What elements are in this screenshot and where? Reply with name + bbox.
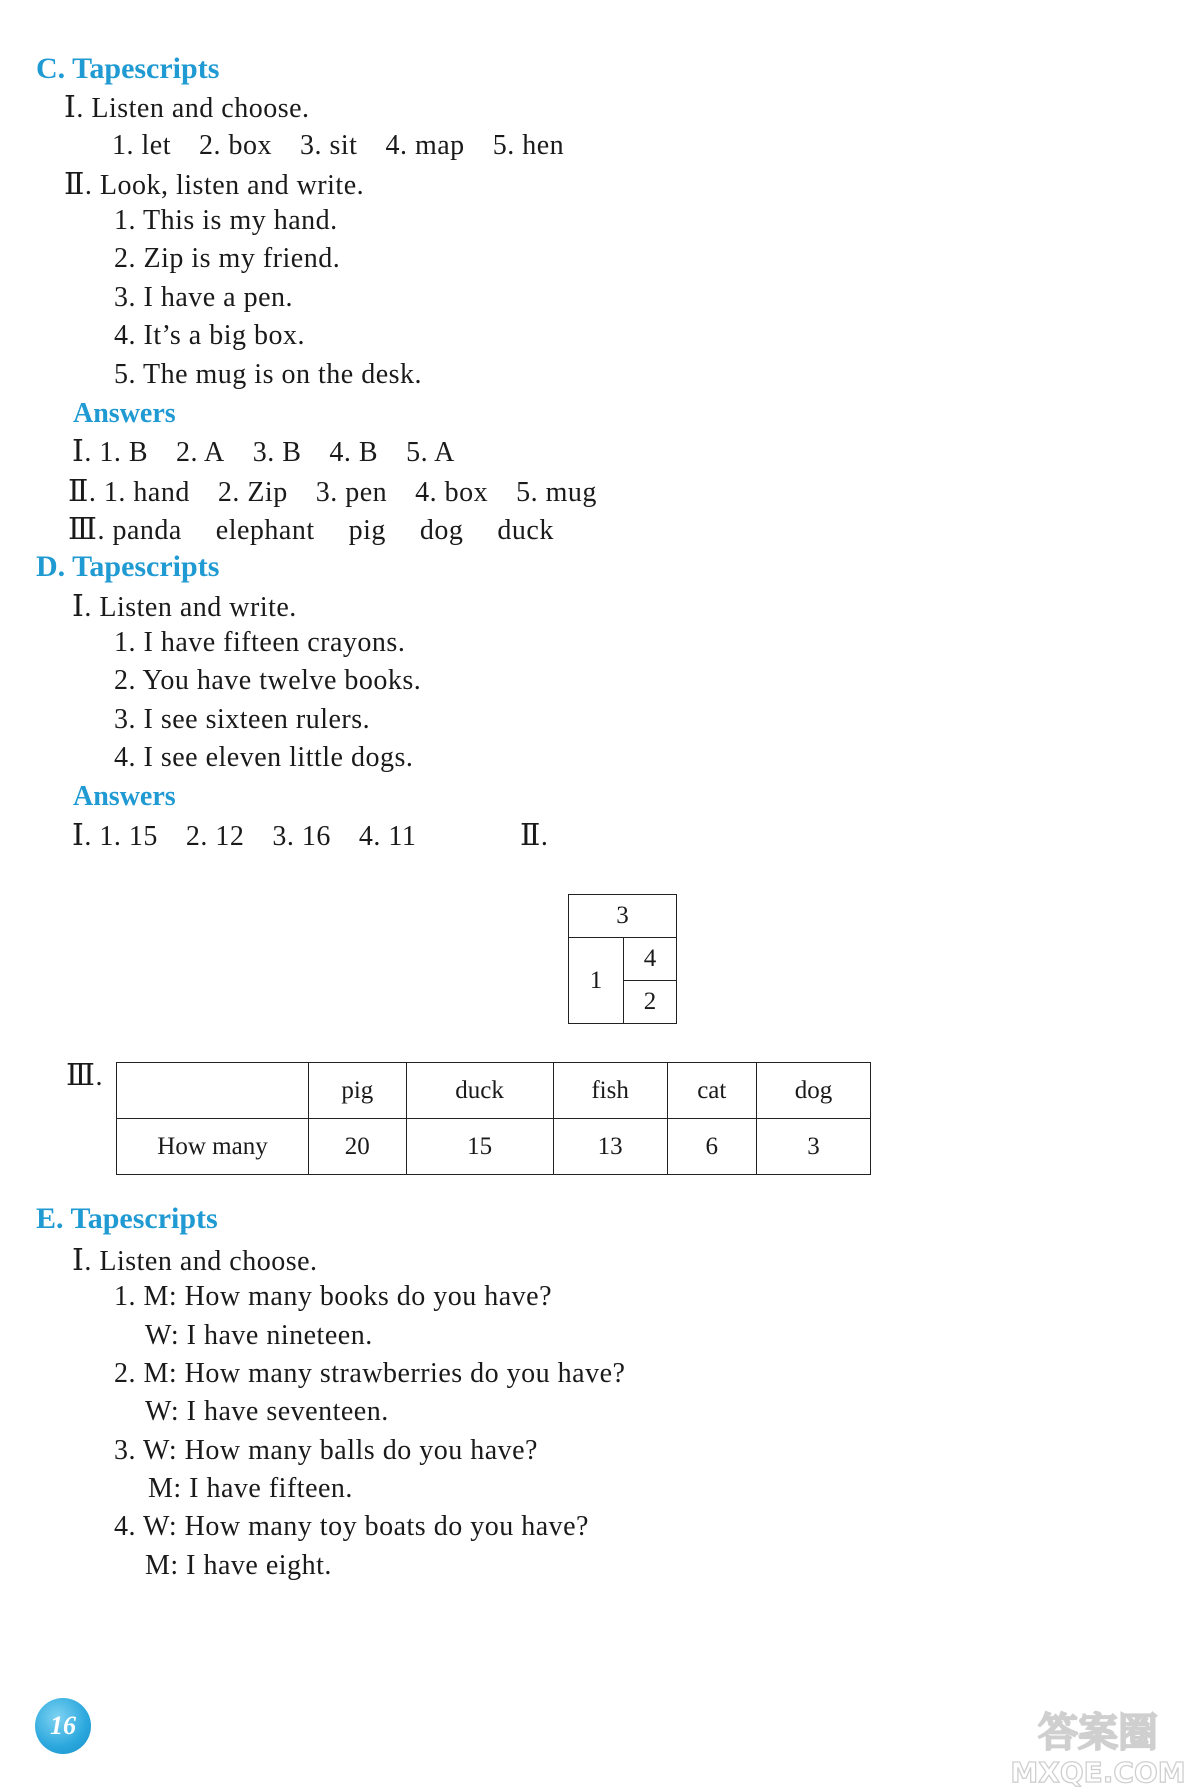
word-item: 2. box <box>199 130 272 161</box>
answer-line <box>68 512 554 547</box>
dialogue-line: 2. M: How many strawberries do you have? <box>114 1358 626 1389</box>
word-item: 4. map <box>385 130 465 161</box>
word-item: 3. sit <box>300 130 358 161</box>
dialogue-line: 3. W: How many balls do you have? <box>114 1435 538 1466</box>
roman-numeral: Ⅰ <box>72 590 85 623</box>
table-header-cell <box>117 1063 309 1119</box>
table-header-cell: duck <box>406 1063 553 1119</box>
answer-item: 3. pen <box>315 477 388 508</box>
answer-item: 4. 11 <box>358 821 417 852</box>
watermark-logo <box>1002 1702 1192 1788</box>
answer2-label <box>520 818 548 853</box>
page-number: 16 <box>50 1711 76 1740</box>
answers-heading: Answers <box>73 398 176 429</box>
section-d-heading: D. Tapescripts <box>36 550 220 583</box>
script-line: 2. You have twelve books. <box>114 665 422 696</box>
answer2-grid <box>568 894 677 1024</box>
word-item: 5. hen <box>492 130 565 161</box>
roman-numeral: Ⅰ <box>64 91 77 124</box>
answer-item: elephant <box>215 515 315 546</box>
c-part2-title <box>64 167 364 202</box>
c-part1-words <box>112 130 564 162</box>
answer-item: 3. 16 <box>272 821 331 852</box>
table-row-label: How many <box>117 1119 309 1175</box>
table-cell: 6 <box>667 1119 756 1175</box>
roman-numeral: Ⅲ <box>66 1059 96 1092</box>
answer-item: 2. Zip <box>217 477 288 508</box>
answer-item: pig <box>348 515 386 546</box>
script-line: 1. This is my hand. <box>114 205 338 236</box>
d-part1-title <box>72 589 297 624</box>
watermark-line2: MXQE.COM <box>1010 1756 1186 1788</box>
script-line: 5. The mug is on the desk. <box>114 359 423 390</box>
roman-numeral: Ⅲ <box>68 513 98 546</box>
answer-item: . 1. B <box>84 437 149 468</box>
table-header-cell: dog <box>756 1063 870 1119</box>
answer-line <box>68 474 597 509</box>
word-item: 1. let <box>112 130 171 161</box>
script-line: 1. I have fifteen crayons. <box>114 627 406 658</box>
script-line: 3. I see sixteen rulers. <box>114 704 371 735</box>
part-title: . Listen and write. <box>84 592 297 623</box>
e-part1-title <box>72 1243 318 1278</box>
roman-numeral: Ⅰ <box>72 1244 85 1277</box>
answer-item: duck <box>497 515 554 546</box>
roman-numeral: Ⅱ <box>68 475 89 508</box>
table-cell: 20 <box>309 1119 407 1175</box>
table-header-cell: cat <box>667 1063 756 1119</box>
answer-line <box>72 818 416 853</box>
dialogue-line: 4. W: How many toy boats do you have? <box>114 1511 589 1542</box>
answer-item: dog <box>419 515 464 546</box>
part-title: . Listen and choose. <box>84 1246 318 1277</box>
answer-item: 4. box <box>415 477 489 508</box>
answer-item: 2. A <box>176 437 225 468</box>
script-line: 3. I have a pen. <box>114 282 294 313</box>
part-title: . Look, listen and write. <box>84 170 365 201</box>
grid-cell-top: 3 <box>569 895 677 938</box>
roman-numeral: Ⅱ <box>64 168 85 201</box>
script-line: 2. Zip is my friend. <box>114 243 341 274</box>
table-cell: 13 <box>553 1119 667 1175</box>
grid-cell-left: 1 <box>569 938 624 1024</box>
answer-item: . 1. 15 <box>84 821 158 852</box>
script-line: 4. It’s a big box. <box>114 320 305 351</box>
answer3-label <box>66 1058 103 1093</box>
answer-item: 5. A <box>406 437 455 468</box>
watermark-line1: 答案圈 <box>1038 1710 1158 1756</box>
answers-heading: Answers <box>73 781 176 812</box>
dialogue-line: W: I have nineteen. <box>145 1320 373 1351</box>
dialogue-line: M: I have eight. <box>145 1550 332 1581</box>
roman-numeral: Ⅱ <box>520 819 541 852</box>
section-e-heading: E. Tapescripts <box>36 1202 218 1235</box>
table-cell: 15 <box>406 1119 553 1175</box>
answer-item: . panda <box>97 515 182 546</box>
answer-line <box>72 434 455 469</box>
script-line: 4. I see eleven little dogs. <box>114 742 414 773</box>
page-number-badge <box>35 1698 91 1754</box>
grid-cell-right-top: 4 <box>624 938 677 981</box>
answer3-table <box>116 1062 871 1175</box>
table-cell: 3 <box>756 1119 870 1175</box>
answer-item: 3. B <box>252 437 302 468</box>
grid-cell-right-bottom: 2 <box>624 981 677 1024</box>
roman-numeral: Ⅰ <box>72 819 85 852</box>
dialogue-line: W: I have seventeen. <box>145 1396 389 1427</box>
roman-numeral: Ⅰ <box>72 435 85 468</box>
answer-item: . 1. hand <box>88 477 190 508</box>
answer-item: 5. mug <box>516 477 597 508</box>
answer-item: 2. 12 <box>185 821 245 852</box>
table-header-cell: fish <box>553 1063 667 1119</box>
part-title: . Listen and choose. <box>76 93 310 124</box>
dialogue-line: M: I have fifteen. <box>148 1473 353 1504</box>
section-c-heading: C. Tapescripts <box>36 52 220 85</box>
c-part1-title <box>64 90 310 125</box>
dialogue-line: 1. M: How many books do you have? <box>114 1281 553 1312</box>
table-header-cell: pig <box>309 1063 407 1119</box>
label-suffix: . <box>540 821 549 852</box>
answer-item: 4. B <box>329 437 379 468</box>
label-suffix: . <box>95 1061 103 1092</box>
